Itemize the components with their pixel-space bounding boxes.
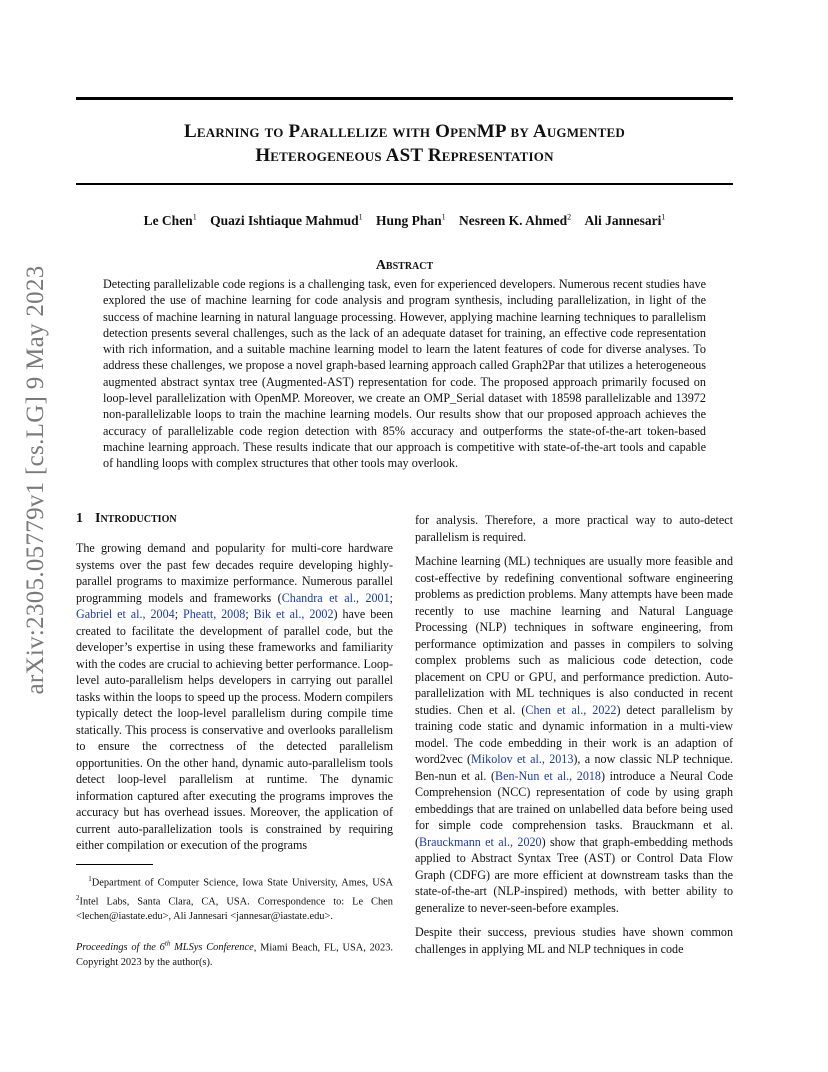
author-affiliation: 1 xyxy=(358,212,363,221)
author-affiliation: 2 xyxy=(567,212,572,221)
footnote-mark: 2 xyxy=(76,893,80,902)
paragraph-continued: for analysis. Therefore, a more practical way to auto-detect parallelism is required. xyxy=(415,513,733,544)
author-name: Nesreen K. Ahmed xyxy=(459,212,568,228)
section-number: 1 xyxy=(76,511,83,526)
paper-title-line-2: Heterogeneous AST Representation xyxy=(255,145,554,166)
ml-paragraph xyxy=(415,553,733,916)
proceedings-details: , Miami Beach, FL, USA, 2023. Copyright 2023 by the author(s). xyxy=(76,942,393,968)
citation-link[interactable]: Ben-Nun et al., 2018 xyxy=(495,768,601,783)
top-rule xyxy=(76,97,733,100)
author-name: Le Chen xyxy=(143,212,193,228)
body-text: ; xyxy=(245,607,254,621)
title-bottom-rule xyxy=(76,183,733,185)
citation-link[interactable]: Pheatt, 2008 xyxy=(182,607,246,621)
paper-title-line-1: Learning to Parallelize with OpenMP by Augmented xyxy=(184,121,625,142)
citation-link[interactable]: Brauckmann et al., 2020 xyxy=(419,834,542,849)
author xyxy=(585,213,666,228)
citation-link[interactable]: Chandra et al., 2001 xyxy=(281,590,390,605)
footnote-rule xyxy=(76,864,153,865)
body-text: Machine learning (ML) techniques are usually more feasible and cost-effective by redefining conventional software engineering problems as prediction problems. Many attempts have been made recently to use machine learning and Natural Language Processing (NLP) techniques in software engineering, from performance optimization and passes in compilers to solving complex problems such as malicious code detection, code placement on CPU or GPU, and performance prediction. Auto-parallelization with ML techniques is also conducted in recent studies. Chen et al. ( xyxy=(415,554,733,717)
author-name: Ali Jannesari xyxy=(584,212,662,228)
author xyxy=(459,213,571,228)
footnote-text xyxy=(76,872,393,924)
affiliation-footnote xyxy=(76,872,393,924)
body-text: ) introduce a Neural Code Comprehension (NCC) representation of code by using graph embeddings that are trained on unlabelled data before being used for simple code comprehension tasks. Brauckmann et al. ( xyxy=(415,768,733,849)
abstract-heading: Abstract xyxy=(375,258,434,273)
proceedings-text: Proceedings of the 6 xyxy=(76,942,165,954)
citation-link[interactable]: Chen et al., 2022 xyxy=(525,702,617,717)
left-column xyxy=(76,540,393,854)
footnote-body: Department of Computer Science, Iowa State University, Ames, USA xyxy=(91,877,393,889)
author-name: Hung Phan xyxy=(376,212,442,228)
author xyxy=(144,213,197,228)
body-text: ) have been created to facilitate the development of parallel code, but the developer’s expertise in using these frameworks and familiarity with the codes are crucial to achieving better performance. Loop-level auto-parallelism helps developers in carrying out parallel tasks within the loops to speed up the process. Modern compilers typically detect the loop-level parallelism during compile time statically. This process is conservative and overlooks parallelism to ensure the correctness of the detected parallelism opportunities. On the other hand, dynamic auto-parallelism tools detect loop-level parallelism at runtime. The dynamic information captured after executing the programs improves the accuracy but has overhead issues. Moreover, the application of current auto-parallelization tools is constrained by requiring either compilation or execution of the programs xyxy=(76,607,394,852)
citation-link[interactable]: Mikolov et al., 2013 xyxy=(471,752,574,766)
section-title: Introduction xyxy=(95,511,177,526)
body-text: The growing demand and popularity for multi-core hardware systems over the past few decades require developing highly-parallel programs to maximize performance. Numerous parallel programming models and frameworks ( xyxy=(76,541,393,605)
author-list xyxy=(76,212,733,229)
body-text: ; xyxy=(389,590,394,605)
body-text: ) detect parallelism by training code static and dynamic information in a multi-view model. The code embedding in their work is an adaption of word2vec ( xyxy=(415,702,734,766)
proceedings-name xyxy=(76,942,254,953)
citation-link[interactable]: Bik et al., 2002 xyxy=(253,607,334,621)
body-text: ) show that graph-embedding methods applied to Abstract Syntax Tree (AST) or Control Data Flow Graph (CDFG) are more efficient at downstream tasks than the state-of-the-art (NLP-inspired) methods, with better ability to generalize to never-seen-before examples. xyxy=(415,834,733,915)
author-name: Quazi Ishtiaque Mahmud xyxy=(210,212,359,228)
proceedings-ordinal: th xyxy=(164,940,171,948)
right-column xyxy=(415,512,733,957)
section-heading xyxy=(76,511,177,527)
citation-link[interactable]: Gabriel et al., 2004 xyxy=(76,607,175,621)
author-affiliation: 1 xyxy=(192,212,197,221)
author-affiliation: 1 xyxy=(661,212,666,221)
challenges-paragraph: Despite their success, previous studies have shown common challenges in applying ML and NLP techniques in code xyxy=(415,925,733,956)
author xyxy=(376,213,446,228)
arxiv-identifier: arXiv:2305.05779v1 [cs.LG] 9 May 2023 xyxy=(22,265,49,695)
abstract-text: Detecting parallelizable code regions is a challenging task, even for experienced developers. Numerous recent studies have explored the use of machine learning for code analysis and program synthesis, including parallelization, in light of the success of machine learning in natural language processing. However, applying machine learning techniques to parallelism detection presents several challenges, such as the lack of an adequate dataset for training, an effective code representation with rich information, and a suitable machine learning model to learn the latent features of code for diverse analyses. To address these challenges, we propose a novel graph-based learning approach called Graph2Par that utilizes a heterogeneous augmented abstract syntax tree (Augmented-AST) representation for code. The proposed approach primarily focused on loop-level parallelization with OpenMP. Moreover, we create an OMP_Serial dataset with 18598 parallelizable and 13972 non-parallelizable loops to train the machine learning models. Our results show that our proposed approach achieves the accuracy of parallelizable code region detection with 85% accuracy and outperforms the state-of-the-art token-based machine learning approach. These results indicate that our approach is competitive with state-of-the-art tools and capable of handling loops with complex structures that other tools may overlook. xyxy=(103,277,706,471)
footnote-mark: 1 xyxy=(88,875,92,883)
body-text: ; xyxy=(174,607,183,621)
author xyxy=(210,213,363,228)
author-affiliation: 1 xyxy=(441,212,446,221)
proceedings-note xyxy=(76,937,393,970)
body-text: ), a now classic NLP technique. Ben-nun et al. ( xyxy=(415,752,733,783)
intro-paragraph xyxy=(76,540,393,854)
proceedings-text: MLSys Conference xyxy=(170,942,254,954)
footnote-body: Intel Labs, Santa Clara, CA, USA. Correspondence to: Le Chen <lechen@iastate.edu>, Ali Jannesari <jannesar@iastate.edu>. xyxy=(76,896,393,922)
